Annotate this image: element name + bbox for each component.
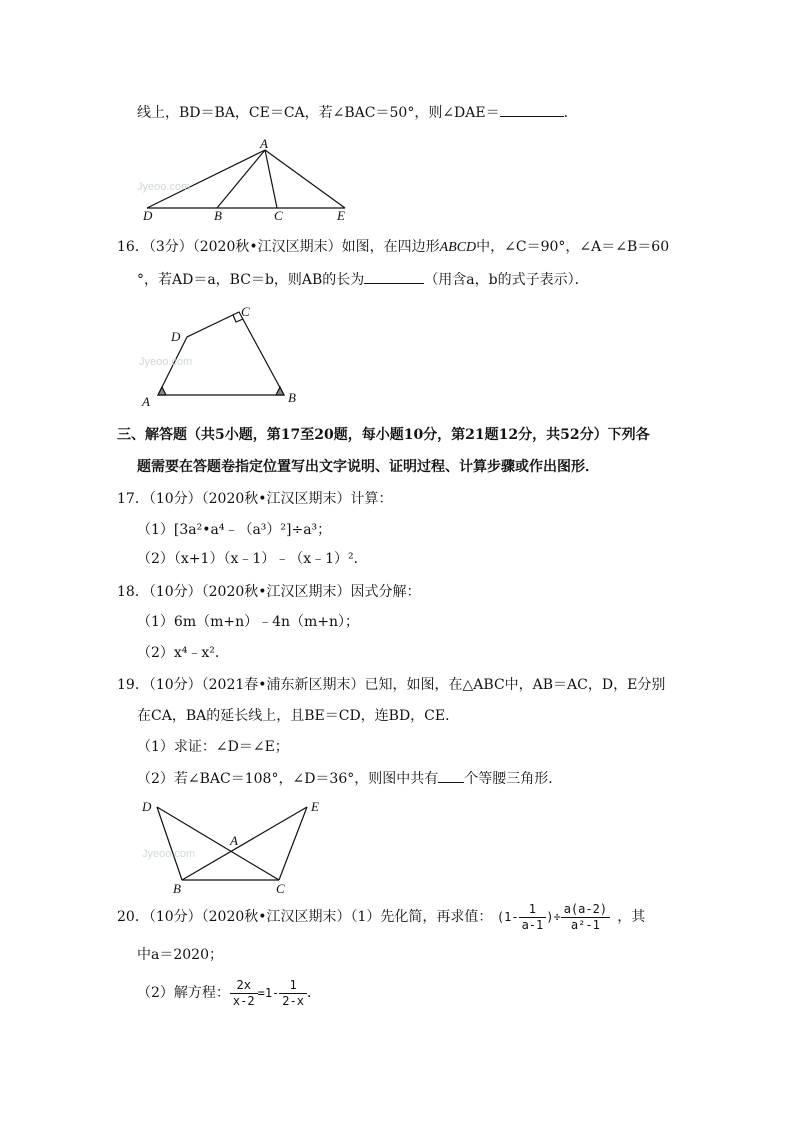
label-C: C bbox=[274, 208, 283, 223]
q20-head: 20．（10分）（2020秋•江汉区期末）（1）先化简，再求值： (1- $\frac{1}{a-1}$ )÷ $\frac{a(a-2)}{\text{a²-1}}$ ，其 bbox=[117, 902, 646, 932]
label-D: D bbox=[142, 799, 152, 814]
q18-part1: （1）6m（m+n）﹣4n（m+n）； bbox=[137, 614, 360, 630]
q15-text: 线上，BD＝BA，CE＝CA，若∠BAC＝50°，则∠DAE＝ ． bbox=[137, 105, 578, 121]
label-B: B bbox=[288, 390, 296, 405]
watermark: Jyeoo.com bbox=[142, 848, 196, 860]
label-D: D bbox=[143, 208, 153, 223]
q20-expression: (1- $\frac{1}{a-1}$ )÷ $\frac{a(a-2)}{\text{a²-1}}$ bbox=[497, 910, 617, 924]
label-A: A bbox=[260, 136, 268, 151]
q15-figure bbox=[135, 138, 375, 228]
q16-line2: °，若AD＝a，BC＝b，则AB的长为 （用含a，b的式子表示）． bbox=[137, 272, 589, 288]
q18-head: 18．（10分）（2020秋•江汉区期末）因式分解： bbox=[117, 584, 421, 600]
q19-line2: 在CA，BA的延长线上，且BE＝CD，连BD，CE． bbox=[137, 708, 460, 724]
fraction: $\frac{2x}{x-2}$ bbox=[230, 978, 258, 1009]
q19-answer-blank bbox=[438, 770, 464, 783]
q19-figure bbox=[137, 797, 337, 897]
watermark: Jyeoo.com bbox=[137, 181, 191, 193]
q17-part1: （1）[3a²•a⁴﹣（a³）²]÷a³； bbox=[137, 522, 332, 538]
q16-line1: 16．（3分）（2020秋•江汉区期末）如图，在四边形ABCD中，∠C＝90°，∠A＝∠B＝60 bbox=[117, 239, 670, 255]
label-B: B bbox=[173, 881, 181, 896]
q19-part2: （2）若∠BAC＝108°，∠D＝36°，则图中共有 个等腰三角形． bbox=[137, 771, 563, 787]
fraction: $\frac{1}{a-1}$ bbox=[519, 902, 547, 933]
label-D: D bbox=[171, 329, 181, 344]
q20-line2: 中a＝2020； bbox=[137, 947, 223, 963]
fraction: $\frac{a(a-2)}{\text{a²-1}}$ bbox=[561, 902, 610, 933]
label-E: E bbox=[311, 799, 319, 814]
label-A: A bbox=[230, 833, 238, 848]
q19-part1: （1）求证：∠D＝∠E； bbox=[137, 739, 289, 755]
label-E: E bbox=[337, 208, 345, 223]
section3-line1: 三、解答题（共5小题，第17至20题，每小题10分，第21题12分，共52分）下列各 bbox=[117, 427, 650, 443]
q18-part2: （2）x⁴﹣x²． bbox=[137, 645, 229, 661]
label-C: C bbox=[276, 881, 285, 896]
q16-answer-blank bbox=[364, 271, 424, 284]
q17-head: 17．（10分）（2020秋•江汉区期末）计算： bbox=[117, 491, 393, 507]
label-A: A bbox=[142, 394, 150, 409]
q15-answer-blank bbox=[500, 104, 564, 117]
fraction: $\frac{1}{2-x}$ bbox=[279, 978, 307, 1009]
q20-part2: （2）解方程： $\frac{2x}{x-2}$ =1- $\frac{1}{2-x}$ ． bbox=[137, 977, 321, 1008]
q17-part2: （2）（x+1）（x﹣1）﹣（x﹣1）²． bbox=[137, 551, 368, 567]
watermark: Jyeoo.com bbox=[139, 356, 193, 368]
label-C: C bbox=[241, 304, 250, 319]
q16-figure bbox=[137, 300, 317, 410]
label-B: B bbox=[214, 208, 222, 223]
q15-line: 线上，BD＝BA，CE＝CA，若∠BAC＝50°，则∠DAE＝ bbox=[137, 105, 500, 121]
section3-line2: 题需要在答题卷指定位置写出文字说明、证明过程、计算步骤或作出图形． bbox=[137, 459, 599, 475]
q19-head: 19．（10分）（2021春•浦东新区期末）已知，如图，在△ABC中，AB＝AC，D，E分别 bbox=[117, 677, 666, 693]
